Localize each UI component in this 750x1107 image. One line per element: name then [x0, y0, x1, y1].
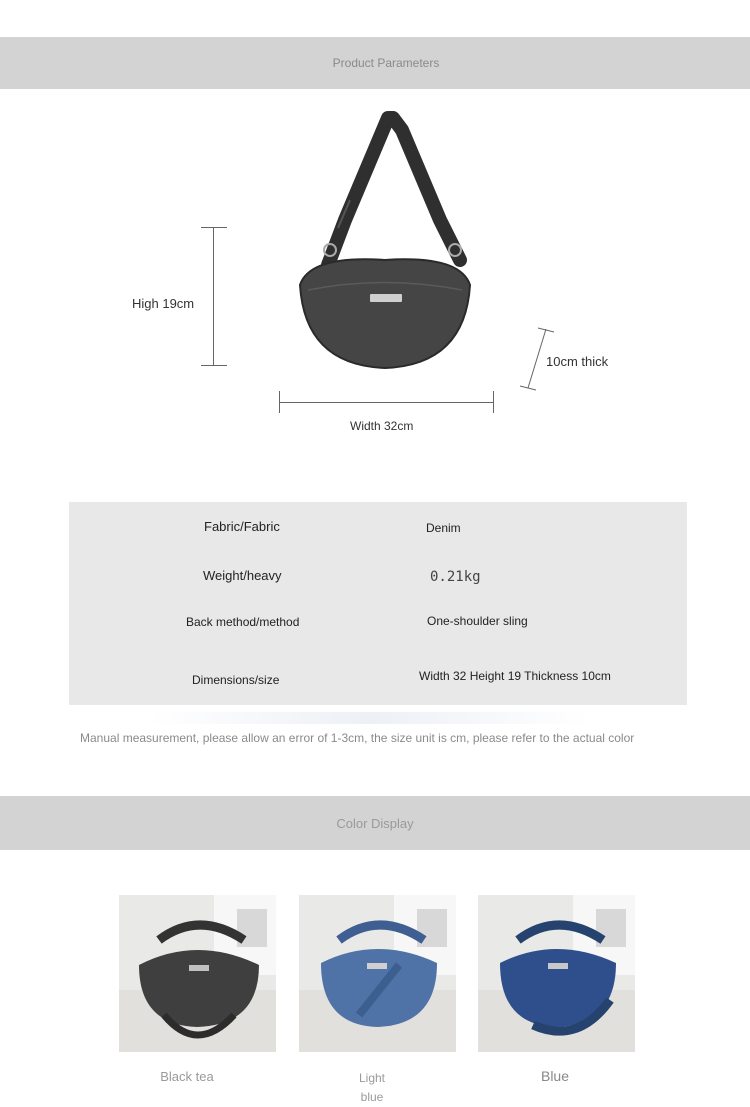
faded-text-artifact [150, 712, 590, 724]
thickness-label: 10cm thick [546, 354, 609, 369]
spec-value-weight: 0.21kg [430, 569, 481, 585]
bag-illustration [290, 110, 480, 375]
height-measure-cap-bottom [201, 365, 227, 366]
color-swatch-blue[interactable] [478, 895, 635, 1052]
section-header-product-parameters [0, 37, 750, 89]
width-measure-line [279, 402, 494, 403]
spec-label-back-method: Back method/method [186, 615, 300, 629]
section-header-color-display [0, 796, 750, 850]
measurement-note: Manual measurement, please allow an error of 1-3cm, the size unit is cm, please refer to the actual color [80, 731, 635, 745]
height-measure-line [213, 227, 214, 365]
width-measure-cap-right [493, 391, 494, 413]
spec-value-fabric: Denim [426, 521, 461, 535]
section-title: Product Parameters [332, 56, 440, 70]
color-label-light-blue [342, 1069, 402, 1107]
spec-label-fabric: Fabric/Fabric [204, 519, 280, 534]
color-label-blue: Blue [540, 1068, 570, 1084]
spec-value-dimensions: Width 32 Height 19 Thickness 10cm [419, 669, 611, 683]
width-measure-cap-left [279, 391, 280, 413]
color-label-black-tea: Black tea [160, 1069, 214, 1084]
height-measure-cap-top [201, 227, 227, 228]
color-swatch-black-tea[interactable] [119, 895, 276, 1052]
spec-value-back-method: One-shoulder sling [427, 614, 528, 628]
width-label: Width 32cm [350, 419, 414, 433]
height-label: High 19cm [132, 296, 195, 311]
color-label-light-blue-line1: Light [358, 1071, 386, 1085]
spec-label-dimensions: Dimensions/size [192, 673, 280, 687]
section-title: Color Display [336, 815, 414, 831]
spec-label-weight: Weight/heavy [203, 568, 282, 583]
color-label-light-blue-line2: blue [360, 1090, 384, 1104]
color-swatch-light-blue[interactable] [299, 895, 456, 1052]
spec-table [69, 502, 687, 705]
